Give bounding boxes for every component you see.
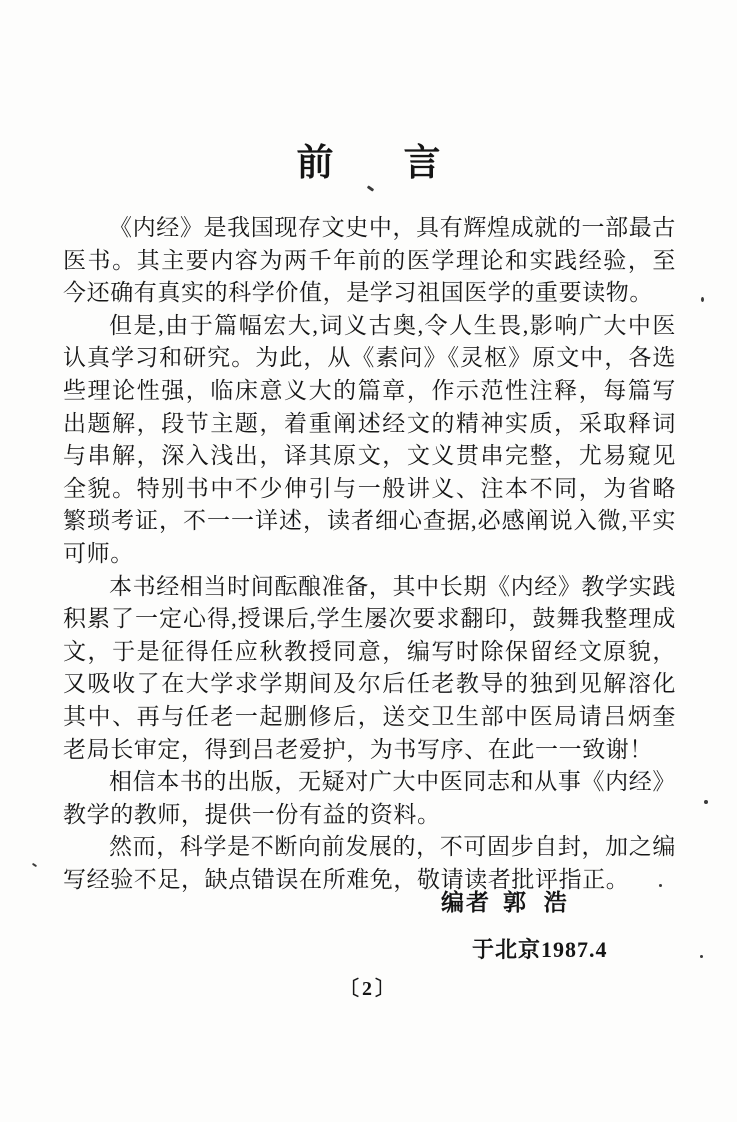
signature-place-date: 于北京1987.4 bbox=[472, 937, 608, 962]
preface-paragraph: 相信本书的出版，无疑对广大中医同志和从事《内经》教学的教师，提供一份有益的资料。 bbox=[63, 769, 676, 827]
preface-paragraph: 但是,由于篇幅宏大,词义古奥,令人生畏,影响广大中医认真学习和研究。为此，从《素问》《灵枢》原文中，各选些理论性强，临床意义大的篇章，作示范性注释，每篇写出题解，段节主题，着重阐述经文的精神实质，采取释词与串解，深入浅出，译其原文，文义贯串完整，尤易窥见全貌。特别书中不少伸引与一般讲义、注本不同，为省略繁琐考证，不一一详述，读者细心查据,必感阐说入微,平实可师。 bbox=[63, 312, 676, 566]
title-char-qian: 前 bbox=[296, 141, 334, 184]
preface-paragraph: 《内经》是我国现存文史中，具有辉煌成就的一部最古医书。其主要内容为两千年前的医学理论和实践经验，至今还确有真实的科学价值，是学习祖国医学的重要读物。 bbox=[63, 215, 676, 306]
signature-editor-line bbox=[441, 884, 573, 917]
scan-artifact bbox=[659, 884, 662, 887]
preface-paragraph: 本书经相当时间酝酿准备，其中长期《内经》教学实践积累了一定心得,授课后,学生屡次要求翻印，鼓舞我整理成文，于是征得任应秋教授同意，编写时除保留经文原貌，又吸收了在大学求学期间及尔后任老教导的独到见解溶化其中、再与任老一起删修后，送交卫生部中医局请吕炳奎老局长审定，得到吕老爱护，为书写序、在此一一致谢！ bbox=[63, 573, 676, 762]
preface-body bbox=[63, 212, 676, 896]
scan-artifact bbox=[701, 297, 704, 302]
page-number: 〔2〕 bbox=[339, 978, 398, 1000]
scan-artifact bbox=[704, 800, 708, 804]
scan-artifact bbox=[700, 955, 703, 958]
scan-artifact bbox=[367, 185, 374, 191]
scan-artifact bbox=[32, 863, 37, 868]
preface-paragraph: 然而，科学是不断向前发展的，不可固步自封，加之编写经验不足，缺点错误在所难免，敬请读者批评指正。 bbox=[63, 834, 676, 892]
editor-name: 郭 浩 bbox=[503, 890, 573, 915]
page-title bbox=[0, 141, 737, 185]
title-char-yan: 言 bbox=[403, 141, 441, 184]
editor-label: 编者 bbox=[441, 890, 491, 915]
